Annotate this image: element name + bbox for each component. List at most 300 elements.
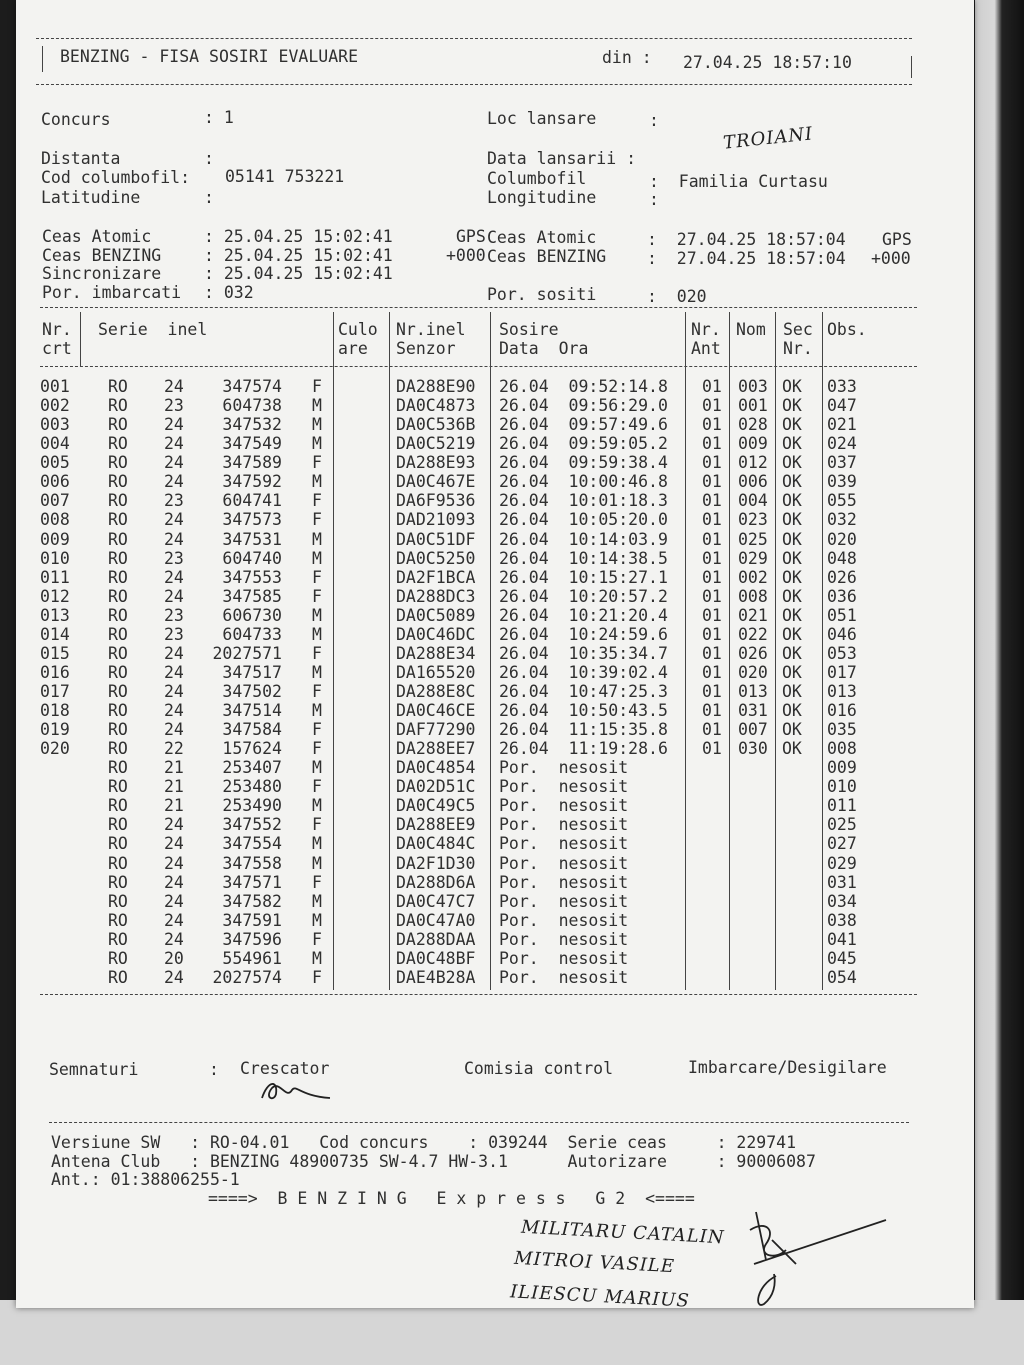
footer-ant-line: Ant.: 01:38806255-1	[51, 1170, 240, 1189]
row-sec: OK	[782, 453, 802, 473]
row-sosire: Por. nesosit	[499, 948, 629, 968]
row-sex: M	[312, 396, 322, 416]
row-obs: 039	[827, 472, 857, 492]
header-sosire: Sosire	[499, 320, 559, 339]
row-sex: F	[312, 739, 322, 759]
table-row	[16, 892, 916, 911]
row-sec: OK	[782, 624, 802, 644]
row-inel: 347596	[222, 929, 282, 949]
row-an: 24	[164, 567, 184, 587]
signature-imbarcare-label: Imbarcare/Desigilare	[688, 1058, 887, 1077]
row-obs: 037	[827, 453, 857, 473]
row-sosire: Por. nesosit	[499, 834, 629, 854]
table-row	[16, 949, 916, 968]
data-lansarii-label: Data lansarii :	[487, 149, 637, 168]
row-obs: 027	[827, 834, 857, 854]
row-nom: 031	[738, 701, 768, 720]
row-inel: 347582	[222, 891, 282, 911]
row-nom: 021	[738, 605, 768, 625]
row-inel: 606730	[222, 605, 282, 625]
row-sex: F	[312, 510, 322, 530]
row-obs: 038	[827, 910, 857, 930]
row-ant: 01	[702, 624, 722, 644]
row-inel: 347585	[222, 586, 282, 606]
row-sex: F	[312, 777, 322, 797]
row-senzor: DA0C467E	[396, 472, 476, 492]
row-sosire: 26.04 09:57:49.6	[499, 415, 668, 435]
row-senzor: DA288EE7	[396, 739, 476, 759]
row-tara: RO	[108, 586, 128, 606]
signatures-label: Semnaturi	[49, 1060, 139, 1079]
row-sec: OK	[782, 567, 802, 587]
header-sosire: Data Ora	[499, 339, 589, 358]
row-ant: 01	[702, 605, 722, 625]
row-obs: 029	[827, 853, 857, 873]
row-an: 24	[164, 662, 184, 682]
row-senzor: DA0C536B	[396, 415, 476, 435]
row-tara: RO	[108, 377, 128, 396]
row-senzor: DA0C49C5	[396, 796, 476, 816]
row-an: 23	[164, 624, 184, 644]
row-inel: 604741	[222, 491, 282, 511]
row-obs: 021	[827, 415, 857, 435]
header-culoare: Culo	[338, 320, 378, 339]
row-tara: RO	[108, 872, 128, 892]
row-tara: RO	[108, 682, 128, 701]
table-row	[16, 739, 916, 758]
footer-antena-line: Antena Club : BENZING 48900735 SW-4.7 HW-3.1 Autorizare : 90006087	[51, 1152, 816, 1171]
row-sosire: Por. nesosit	[499, 891, 629, 911]
row-tara: RO	[108, 777, 128, 797]
row-an: 24	[164, 510, 184, 530]
row-an: 24	[164, 472, 184, 492]
row-obs: 013	[827, 682, 857, 701]
benzing-brand: ====> B E N Z I N G E x p r e s s G 2 <====	[208, 1189, 695, 1208]
row-nom: 001	[738, 396, 768, 416]
row-senzor: DA288E8C	[396, 682, 476, 701]
row-senzor: DAD21093	[396, 510, 476, 530]
clock-left-label: Ceas Atomic	[42, 227, 152, 246]
row-nr: 002	[40, 396, 70, 416]
row-ant: 01	[702, 529, 722, 549]
row-sosire: 26.04 10:01:18.3	[499, 491, 668, 511]
table-row	[16, 873, 916, 892]
row-ant: 01	[702, 682, 722, 701]
row-inel: 347517	[222, 662, 282, 682]
table-column-separator	[80, 312, 81, 366]
row-tara: RO	[108, 529, 128, 549]
row-obs: 009	[827, 758, 857, 778]
row-sec: OK	[782, 662, 802, 682]
row-senzor: DA288D6A	[396, 872, 476, 892]
row-inel: 347549	[222, 434, 282, 454]
row-sosire: 26.04 09:52:14.8	[499, 377, 668, 396]
loc-lansare-handwritten: TROIANI	[722, 123, 815, 154]
row-inel: 347553	[222, 567, 282, 587]
row-sex: F	[312, 453, 322, 473]
row-obs: 055	[827, 491, 857, 511]
row-senzor: DA0C47C7	[396, 891, 476, 911]
row-sex: M	[312, 948, 322, 968]
columbofil-value: : Familia Curtasu	[649, 172, 828, 191]
row-inel: 2027571	[212, 643, 282, 663]
signatures-sep: :	[209, 1060, 219, 1079]
row-nom: 020	[738, 662, 768, 682]
row-obs: 051	[827, 605, 857, 625]
row-sex: F	[312, 567, 322, 587]
row-nr: 017	[40, 682, 70, 701]
row-obs: 010	[827, 777, 857, 797]
row-nom: 030	[738, 739, 768, 759]
table-row	[16, 453, 916, 472]
clock-right-value: : 27.04.25 18:57:04	[647, 249, 846, 268]
row-inel: 347558	[222, 853, 282, 873]
table-row	[16, 796, 916, 815]
clock-right-value: : 27.04.25 18:57:04	[647, 230, 846, 249]
row-an: 24	[164, 453, 184, 473]
row-sec: OK	[782, 472, 802, 492]
row-obs: 047	[827, 396, 857, 416]
header-nom: Nom	[736, 320, 766, 339]
row-senzor: DA288DC3	[396, 586, 476, 606]
row-obs: 017	[827, 662, 857, 682]
handwritten-name-3: ILIESCU MARIUS	[509, 1281, 691, 1312]
row-senzor: DA288E34	[396, 643, 476, 663]
row-obs: 046	[827, 624, 857, 644]
row-nom: 026	[738, 643, 768, 663]
row-sosire: 26.04 11:15:35.8	[499, 720, 668, 740]
row-an: 24	[164, 720, 184, 740]
row-inel: 347532	[222, 415, 282, 435]
clock-left-value: : 032	[204, 283, 254, 302]
print-date-label: din :	[602, 48, 652, 67]
row-an: 23	[164, 548, 184, 568]
row-sex: F	[312, 872, 322, 892]
table-row	[16, 415, 916, 434]
row-tara: RO	[108, 491, 128, 511]
row-sex: M	[312, 796, 322, 816]
row-senzor: DAF77290	[396, 720, 476, 740]
header-bottom-rule	[36, 84, 912, 85]
row-obs: 008	[827, 739, 857, 759]
row-senzor: DA288DAA	[396, 929, 476, 949]
row-an: 24	[164, 891, 184, 911]
row-sosire: 26.04 10:35:34.7	[499, 643, 668, 663]
row-tara: RO	[108, 739, 128, 759]
row-sec: OK	[782, 415, 802, 435]
row-inel: 347514	[222, 701, 282, 720]
row-tara: RO	[108, 758, 128, 778]
row-sosire: 26.04 10:14:38.5	[499, 548, 668, 568]
row-an: 21	[164, 758, 184, 778]
row-an: 24	[164, 377, 184, 396]
row-tara: RO	[108, 396, 128, 416]
row-sosire: 26.04 10:00:46.8	[499, 472, 668, 492]
table-row	[16, 815, 916, 834]
row-inel: 604740	[222, 548, 282, 568]
clock-right-extra: GPS	[882, 230, 912, 249]
row-sex: F	[312, 720, 322, 740]
row-obs: 031	[827, 872, 857, 892]
header-right-bar	[911, 56, 912, 78]
row-an: 24	[164, 643, 184, 663]
row-senzor: DA02D51C	[396, 777, 476, 797]
row-sex: M	[312, 605, 322, 625]
cod-columbofil-value: 05141 753221	[225, 167, 345, 186]
row-sex: F	[312, 682, 322, 701]
row-sec: OK	[782, 548, 802, 568]
clock-left-value: : 25.04.25 15:02:41	[204, 246, 393, 265]
background-right	[975, 0, 1024, 1365]
row-senzor: DA165520	[396, 662, 476, 682]
row-nom: 003	[738, 377, 768, 396]
row-senzor: DA288EE9	[396, 815, 476, 835]
table-row	[16, 968, 916, 987]
row-sosire: 26.04 10:21:20.4	[499, 605, 668, 625]
header-nr-crt: crt	[42, 339, 72, 358]
row-obs: 045	[827, 948, 857, 968]
row-nom: 028	[738, 415, 768, 435]
row-sex: M	[312, 548, 322, 568]
row-nr: 020	[40, 739, 70, 759]
row-sex: M	[312, 834, 322, 854]
clock-left-value: : 25.04.25 15:02:41	[204, 227, 393, 246]
row-tara: RO	[108, 948, 128, 968]
row-inel: 253480	[222, 777, 282, 797]
row-sex: M	[312, 891, 322, 911]
row-senzor: DA0C5250	[396, 548, 476, 568]
table-row	[16, 854, 916, 873]
committee-signatures	[736, 1200, 896, 1310]
row-tara: RO	[108, 510, 128, 530]
row-tara: RO	[108, 472, 128, 492]
row-senzor: DA0C46DC	[396, 624, 476, 644]
footer-version-line: Versiune SW : RO-04.01 Cod concurs : 039244 Serie ceas : 229741	[51, 1133, 797, 1152]
longitudine-sep: :	[649, 190, 659, 209]
row-ant: 01	[702, 396, 722, 416]
row-sex: M	[312, 415, 322, 435]
row-sex: M	[312, 434, 322, 454]
crescator-signature	[256, 1076, 336, 1106]
clock-left-label: Ceas BENZING	[42, 246, 162, 265]
row-sex: F	[312, 586, 322, 606]
arrival-sheet	[16, 0, 974, 1312]
row-inel: 604733	[222, 624, 282, 644]
row-sex: M	[312, 910, 322, 930]
row-obs: 011	[827, 796, 857, 816]
row-an: 21	[164, 796, 184, 816]
table-row	[16, 472, 916, 491]
row-sosire: 26.04 10:47:25.3	[499, 682, 668, 701]
clock-right-label: Ceas BENZING	[487, 247, 607, 266]
row-senzor: DAE4B28A	[396, 967, 476, 987]
row-an: 24	[164, 967, 184, 987]
row-sosire: Por. nesosit	[499, 967, 629, 987]
row-sec: OK	[782, 682, 802, 701]
row-sosire: Por. nesosit	[499, 815, 629, 835]
row-tara: RO	[108, 929, 128, 949]
row-sec: OK	[782, 434, 802, 454]
table-row	[16, 777, 916, 796]
row-sosire: Por. nesosit	[499, 929, 629, 949]
row-senzor: DA0C48BF	[396, 948, 476, 968]
row-tara: RO	[108, 624, 128, 644]
row-sosire: 26.04 11:19:28.6	[499, 739, 668, 759]
row-senzor: DA0C484C	[396, 834, 476, 854]
table-row	[16, 396, 916, 415]
concurs-label: Concurs	[41, 110, 111, 129]
row-an: 21	[164, 777, 184, 797]
row-nr: 011	[40, 567, 70, 587]
row-sex: M	[312, 662, 322, 682]
signature-comisia-label: Comisia control	[464, 1059, 614, 1078]
row-an: 23	[164, 396, 184, 416]
table-row	[16, 377, 916, 396]
header-nr-inel-senzor: Nr.inel	[396, 320, 466, 339]
row-obs: 036	[827, 586, 857, 606]
table-row	[16, 911, 916, 930]
row-ant: 01	[702, 662, 722, 682]
table-rule	[40, 307, 917, 308]
row-nom: 006	[738, 472, 768, 492]
row-sosire: Por. nesosit	[499, 796, 629, 816]
row-tara: RO	[108, 967, 128, 987]
table-rule	[40, 366, 917, 367]
row-nr: 016	[40, 662, 70, 682]
row-sex: M	[312, 701, 322, 720]
row-ant: 01	[702, 510, 722, 530]
row-sosire: 26.04 10:15:27.1	[499, 567, 668, 587]
row-sec: OK	[782, 529, 802, 549]
header-nr-ant: Ant	[691, 339, 721, 358]
table-row	[16, 930, 916, 949]
row-ant: 01	[702, 472, 722, 492]
row-nr: 015	[40, 643, 70, 663]
row-sex: F	[312, 967, 322, 987]
row-an: 24	[164, 910, 184, 930]
row-obs: 035	[827, 720, 857, 740]
table-row	[16, 644, 916, 663]
row-inel: 347571	[222, 872, 282, 892]
row-sosire: Por. nesosit	[499, 853, 629, 873]
row-an: 24	[164, 834, 184, 854]
row-sex: F	[312, 643, 322, 663]
loc-lansare-label: Loc lansare	[487, 109, 597, 128]
row-nr: 012	[40, 586, 70, 606]
row-nr: 013	[40, 605, 70, 625]
row-nr: 004	[40, 434, 70, 454]
row-ant: 01	[702, 567, 722, 587]
row-sex: F	[312, 377, 322, 396]
header-left-bar	[42, 46, 43, 72]
header-culoare: are	[338, 339, 368, 358]
row-inel: 347584	[222, 720, 282, 740]
row-tara: RO	[108, 853, 128, 873]
row-tara: RO	[108, 910, 128, 930]
table-row	[16, 549, 916, 568]
row-sosire: 26.04 09:56:29.0	[499, 396, 668, 416]
row-sosire: 26.04 09:59:05.2	[499, 434, 668, 454]
row-sosire: Por. nesosit	[499, 910, 629, 930]
row-sec: OK	[782, 605, 802, 625]
row-an: 22	[164, 739, 184, 759]
row-ant: 01	[702, 701, 722, 720]
row-an: 24	[164, 853, 184, 873]
latitudine-label: Latitudine	[41, 188, 141, 207]
row-nr: 018	[40, 701, 70, 720]
row-ant: 01	[702, 720, 722, 740]
row-nom: 012	[738, 453, 768, 473]
table-row	[16, 434, 916, 453]
clock-left-label: Sincronizare	[42, 264, 162, 283]
row-tara: RO	[108, 453, 128, 473]
row-sosire: 26.04 10:24:59.6	[499, 624, 668, 644]
row-nom: 022	[738, 624, 768, 644]
clock-right-label: Ceas Atomic	[487, 228, 597, 247]
row-sec: OK	[782, 720, 802, 740]
row-obs: 025	[827, 815, 857, 835]
row-inel: 347574	[222, 377, 282, 396]
latitudine-sep: :	[204, 188, 214, 207]
longitudine-label: Longitudine	[487, 188, 597, 207]
table-row	[16, 701, 916, 720]
row-sosire: 26.04 10:20:57.2	[499, 586, 668, 606]
clock-left-extra: GPS	[456, 227, 486, 246]
row-obs: 033	[827, 377, 857, 396]
row-inel: 554961	[222, 948, 282, 968]
row-sex: F	[312, 815, 322, 835]
row-nom: 007	[738, 720, 768, 740]
table-row	[16, 720, 916, 739]
row-tara: RO	[108, 605, 128, 625]
row-inel: 604738	[222, 396, 282, 416]
signature-crescator-label: Crescator	[240, 1059, 330, 1078]
header-nr-inel-senzor: Senzor	[396, 339, 456, 358]
distanta-label: Distanta	[41, 149, 121, 168]
row-an: 24	[164, 701, 184, 720]
row-senzor: DA2F1D30	[396, 853, 476, 873]
row-obs: 053	[827, 643, 857, 663]
row-sex: M	[312, 472, 322, 492]
row-nom: 002	[738, 567, 768, 587]
row-an: 23	[164, 491, 184, 511]
row-inel: 347552	[222, 815, 282, 835]
row-an: 24	[164, 586, 184, 606]
row-an: 23	[164, 605, 184, 625]
row-inel: 2027574	[212, 967, 282, 987]
table-rule	[40, 994, 917, 995]
row-nr: 019	[40, 720, 70, 740]
table-row	[16, 682, 916, 701]
row-nom: 023	[738, 510, 768, 530]
row-ant: 01	[702, 415, 722, 435]
row-senzor: DA288E93	[396, 453, 476, 473]
row-ant: 01	[702, 739, 722, 759]
row-obs: 054	[827, 967, 857, 987]
table-row	[16, 530, 916, 549]
row-sec: OK	[782, 643, 802, 663]
table-row	[16, 510, 916, 529]
row-senzor: DA2F1BCA	[396, 567, 476, 587]
row-sosire: 26.04 10:50:43.5	[499, 701, 668, 720]
row-nom: 013	[738, 682, 768, 701]
table-row	[16, 491, 916, 510]
row-ant: 01	[702, 491, 722, 511]
row-tara: RO	[108, 643, 128, 663]
row-tara: RO	[108, 434, 128, 454]
print-date-value: 27.04.25 18:57:10	[683, 53, 852, 72]
clock-left-value: : 25.04.25 15:02:41	[204, 264, 393, 283]
